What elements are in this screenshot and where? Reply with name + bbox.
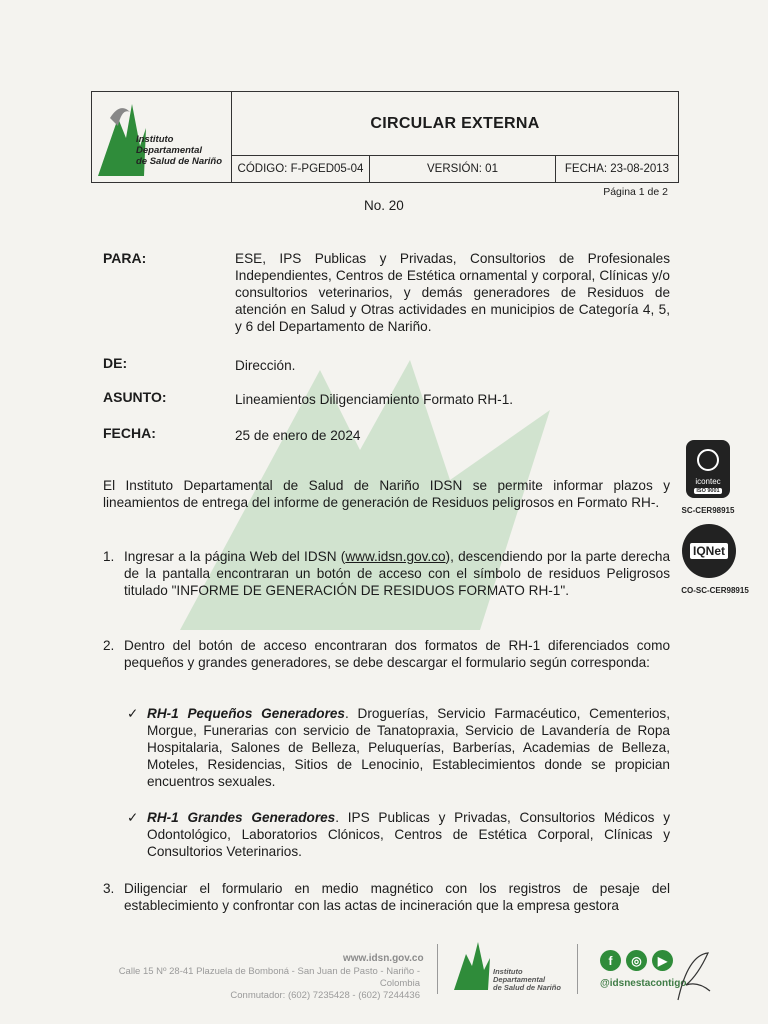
footer-website[interactable]: www.idsn.gov.co: [343, 953, 424, 964]
footer-logo-text: Instituto Departamental de Salud de Nariño: [493, 967, 561, 992]
small-generators-title: RH-1 Pequeños Generadores: [147, 706, 345, 721]
logo-text: Instituto Departamental de Salud de Nariño: [136, 134, 223, 167]
facebook-icon[interactable]: f: [600, 950, 621, 971]
page-number: Página 1 de 2: [603, 186, 668, 198]
large-generators-title: RH-1 Grandes Generadores: [147, 810, 336, 825]
icontec-logo-icon: [697, 449, 719, 471]
fecha: FECHA: 23-08-2013: [564, 163, 670, 175]
version: VERSIÓN: 01: [370, 156, 556, 182]
item-number: 3.: [103, 881, 115, 896]
footer-divider: [437, 944, 438, 994]
document-title-cell: [232, 92, 678, 156]
co-code: CO-SC-CER98915: [681, 586, 749, 595]
circular-number: No. 20: [364, 198, 404, 213]
sc-code: SC-CER98915: [681, 506, 735, 515]
item-text: Diligenciar el formulario en medio magnético con los registros de pesaje del establecimiento y confrontar con las actas de incineración que la empresa gestora: [124, 881, 670, 913]
checkmark-icon: ✓: [127, 810, 139, 825]
item-number: 2.: [103, 638, 115, 653]
iqnet-badge: IQNet: [681, 524, 737, 578]
de-label: DE:: [103, 355, 128, 371]
checkmark-icon: ✓: [127, 706, 139, 721]
footer-divider: [577, 944, 578, 994]
document-header: [91, 91, 679, 183]
youtube-icon[interactable]: ▶: [652, 950, 673, 971]
instagram-icon[interactable]: ◎: [626, 950, 647, 971]
para-value: ESE, IPS Publicas y Privadas, Consultorios de Profesionales Independientes, Centros de Estética ornamental y corporal, Clínicas y/o consultorios veterinarios, y demás generadores de Residuos de atención en Salud y Otras actividades en municipios de Categoría 4, 5, y 6 del Departamento de Nariño.: [235, 251, 670, 334]
social-handle[interactable]: @idsnestacontigo: [600, 978, 687, 989]
idsn-website-link[interactable]: www.idsn.gov.co: [345, 549, 446, 564]
document-title: CIRCULAR EXTERNA: [370, 114, 540, 132]
item-number: 1.: [103, 549, 115, 564]
signature: [668, 945, 718, 1005]
item-text: Ingresar a la página Web del IDSN (www.idsn.gov.co), descendiendo por la parte derecha de la pantalla encontraran un botón de acceso con el símbolo de residuos Peligrosos titulado "INFORME DE GENERACIÓN DE RESIDUOS FORMATO RH-1".: [124, 549, 670, 598]
asunto-value: Lineamientos Diligenciamiento Formato RH-1.: [235, 392, 514, 407]
fecha-value: 25 de enero de 2024: [235, 428, 361, 443]
item-text: Dentro del botón de acceso encontraran dos formatos de RH-1 diferenciados como pequeños y grandes generadores, se debe descargar el formulario según corresponda:: [124, 638, 670, 670]
para-label: PARA:: [103, 250, 147, 266]
codigo: CÓDIGO: F-PGED05-04: [232, 156, 370, 182]
asunto-label: ASUNTO:: [103, 389, 167, 405]
de-value: Dirección.: [235, 358, 296, 373]
fecha-label: FECHA:: [103, 425, 156, 441]
document-meta-row: [232, 156, 678, 182]
footer-address: Calle 15 Nº 28-41 Plazuela de Bomboná - San Juan de Pasto - Nariño - Colombia Conmutador: (602) 7235428 - (602) 7244436: [118, 966, 420, 1001]
icontec-badge: icontec ISO 9001: [683, 440, 733, 498]
intro-paragraph: El Instituto Departamental de Salud de Nariño IDSN se permite informar plazos y lineamientos de entrega del informe de generación de Residuos peligrosos en Formato RH-.: [103, 478, 670, 510]
footer-logo-emblem-icon: [452, 940, 492, 992]
institution-logo: [92, 92, 232, 182]
